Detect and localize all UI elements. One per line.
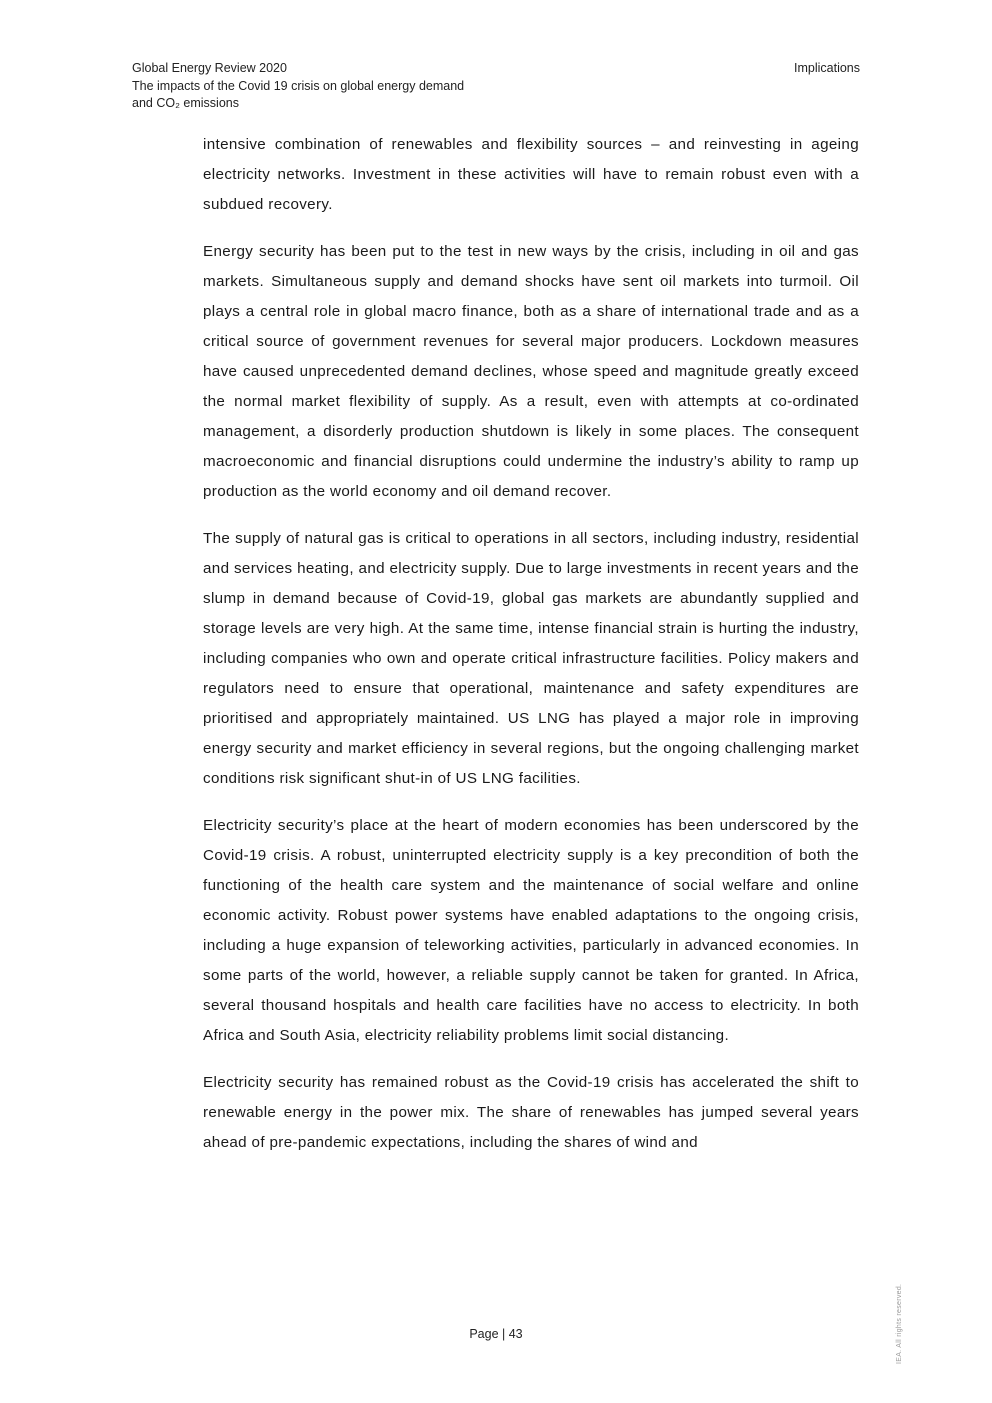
report-subtitle-line-1: The impacts of the Covid 19 crisis on global energy demand xyxy=(132,78,465,93)
copyright-note: IEA. All rights reserved. xyxy=(896,1283,903,1364)
running-header xyxy=(132,60,464,113)
paragraph: intensive combination of renewables and flexibility sources – and reinvesting in ageing electricity networks. Investment in these activities will have to remain robust even with a subdued recovery. xyxy=(203,136,859,213)
section-title: Implications xyxy=(794,61,860,75)
paragraph: Electricity security has remained robust as the Covid-19 crisis has accelerated the shift to renewable energy in the power mix. The share of renewables has jumped several years ahead of pre-pandemic expectations, including the shares of wind and xyxy=(203,1074,859,1151)
report-title: Global Energy Review 2020 xyxy=(132,61,287,75)
paragraph: The supply of natural gas is critical to operations in all sectors, including industry, residential and services heating, and electricity supply. Due to large investments in recent years and the slump in demand because of Covid-19, global gas markets are abundantly supplied and storage levels are very high. At the same time, intense financial strain is hurting the industry, including companies who own and operate critical infrastructure facilities. Policy makers and regulators need to ensure that operational, maintenance and safety expenditures are prioritised and appropriately maintained. US LNG has played a major role in improving energy security and market efficiency in several regions, but the ongoing challenging market conditions risk significant shut-in of US LNG facilities. xyxy=(203,530,859,787)
paragraph: Energy security has been put to the test in new ways by the crisis, including in oil and gas markets. Simultaneous supply and demand shocks have sent oil markets into turmoil. Oil plays a central role in global macro finance, both as a share of international trade and as a critical source of government revenues for several major producers. Lockdown measures have caused unprecedented demand declines, whose speed and magnitude greatly exceed the normal market flexibility of supply. As a result, even with attempts at co-ordinated management, a disorderly production shutdown is likely in some places. The consequent macroeconomic and financial disruptions could undermine the industry’s ability to ramp up production as the world economy and oil demand recover. xyxy=(203,243,859,500)
body-text xyxy=(203,130,859,1175)
page-number: Page | 43 xyxy=(469,1327,523,1341)
report-subtitle-line-2: and CO₂ emissions xyxy=(132,96,239,110)
paragraph: Electricity security’s place at the heart of modern economies has been underscored by the Covid-19 crisis. A robust, uninterrupted electricity supply is a key precondition of both the functioning of the health care system and the maintenance of social welfare and online economic activity. Robust power systems have enabled adaptations to the ongoing crisis, including a huge expansion of teleworking activities, particularly in advanced economies. In some parts of the world, however, a reliable supply cannot be taken for granted. In Africa, several thousand hospitals and health care facilities have no access to electricity. In both Africa and South Asia, electricity reliability problems limit social distancing. xyxy=(203,817,859,1044)
